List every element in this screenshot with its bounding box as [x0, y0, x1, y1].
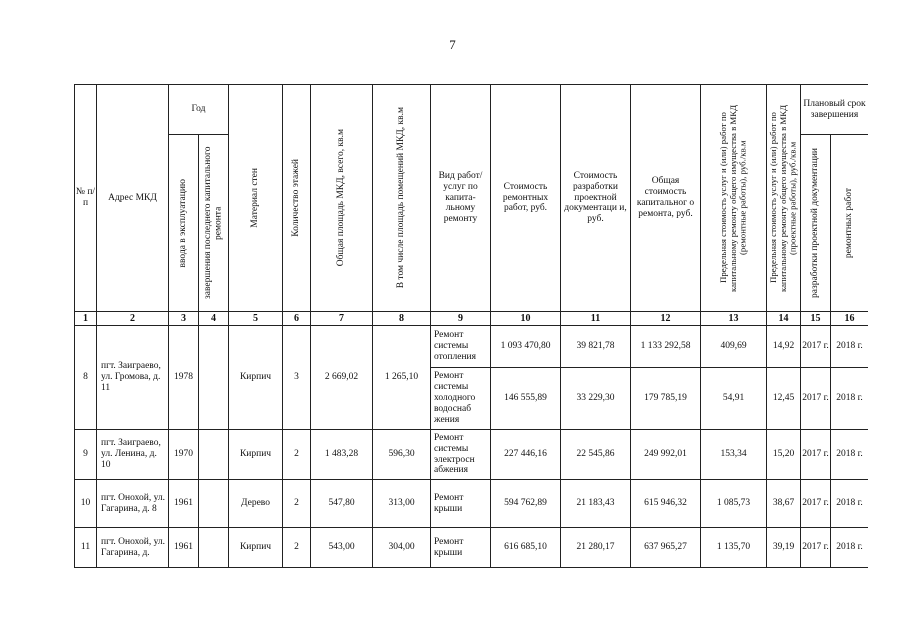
column-number: 11 — [561, 312, 631, 326]
column-number: 9 — [431, 312, 491, 326]
row-premises-area: 596,30 — [373, 430, 431, 480]
row-wall-material: Кирпич — [229, 528, 283, 568]
header-repair-cost: Стоимость ремонтных работ, руб. — [491, 85, 561, 312]
row-premises-area: 313,00 — [373, 480, 431, 528]
header-deadline-design: разработки проектной документации — [801, 135, 831, 312]
row-design-cost: 21 183,43 — [561, 480, 631, 528]
header-year-group: Год — [169, 85, 229, 135]
column-number: 4 — [199, 312, 229, 326]
header-floors: Количество этажей — [283, 85, 311, 312]
table-row — [75, 528, 869, 568]
table-row — [75, 430, 869, 480]
row-deadline-design: 2017 г. — [801, 430, 831, 480]
column-number: 12 — [631, 312, 701, 326]
row-no: 11 — [75, 528, 97, 568]
header-limit-repair: Предельная стоимость услуг и (или) работ по капитальному ремонту общего имущества в МКД (ремонтные работы), руб./кв.м — [701, 85, 767, 312]
header-work-type: Вид работ/ услуг по капита-льному ремонту — [431, 85, 491, 312]
row-total-cost: 249 992,01 — [631, 430, 701, 480]
row-wall-material: Дерево — [229, 480, 283, 528]
row-deadline-repair: 2018 г. — [831, 326, 869, 368]
row-deadline-repair: 2018 г. — [831, 368, 869, 430]
row-design-cost: 33 229,30 — [561, 368, 631, 430]
header-year-last-repair: завершения последнего капитального ремонта — [199, 135, 229, 312]
column-number: 10 — [491, 312, 561, 326]
column-number: 16 — [831, 312, 869, 326]
row-premises-area: 304,00 — [373, 528, 431, 568]
header-premises-area: В том числе площадь помещений МКД, кв.м — [373, 85, 431, 312]
row-limit-design: 39,19 — [767, 528, 801, 568]
column-number: 3 — [169, 312, 199, 326]
row-design-cost: 39 821,78 — [561, 326, 631, 368]
row-floors: 2 — [283, 480, 311, 528]
row-deadline-repair: 2018 г. — [831, 480, 869, 528]
column-number: 13 — [701, 312, 767, 326]
row-deadline-design: 2017 г. — [801, 528, 831, 568]
row-limit-design: 14,92 — [767, 326, 801, 368]
row-year-last-repair — [199, 326, 229, 430]
row-limit-repair: 409,69 — [701, 326, 767, 368]
row-address: пгт. Онохой, ул. Гагарина, д. — [97, 528, 169, 568]
row-floors: 3 — [283, 326, 311, 430]
row-year-commission: 1961 — [169, 528, 199, 568]
row-work-type: Ремонт системы отопления — [431, 326, 491, 368]
row-total-area: 547,80 — [311, 480, 373, 528]
header-deadline-repair: ремонтных работ — [831, 135, 869, 312]
row-deadline-design: 2017 г. — [801, 480, 831, 528]
row-repair-cost: 594 762,89 — [491, 480, 561, 528]
header-year-commission: ввода в эксплуатацию — [169, 135, 199, 312]
row-deadline-design: 2017 г. — [801, 368, 831, 430]
row-deadline-design: 2017 г. — [801, 326, 831, 368]
header-no: № п/ п — [75, 85, 97, 312]
table-row — [75, 326, 869, 368]
row-floors: 2 — [283, 430, 311, 480]
column-number: 8 — [373, 312, 431, 326]
row-address: пгт. Онохой, ул. Гагарина, д. 8 — [97, 480, 169, 528]
row-limit-design: 15,20 — [767, 430, 801, 480]
row-work-type: Ремонт крыши — [431, 528, 491, 568]
row-design-cost: 22 545,86 — [561, 430, 631, 480]
header-deadline-group: Плановый срок завершения — [801, 85, 869, 135]
row-no: 8 — [75, 326, 97, 430]
row-repair-cost: 146 555,89 — [491, 368, 561, 430]
row-repair-cost: 227 446,16 — [491, 430, 561, 480]
row-total-area: 2 669,02 — [311, 326, 373, 430]
column-number: 7 — [311, 312, 373, 326]
table-row — [75, 480, 869, 528]
repair-plan-table-container — [74, 84, 868, 568]
repair-plan-table — [74, 84, 868, 568]
row-address: пгт. Заиграево, ул. Громова, д. 11 — [97, 326, 169, 430]
column-number-row — [75, 312, 869, 326]
row-total-area: 543,00 — [311, 528, 373, 568]
row-total-area: 1 483,28 — [311, 430, 373, 480]
row-year-commission: 1978 — [169, 326, 199, 430]
row-wall-material: Кирпич — [229, 430, 283, 480]
header-total-area: Общая площадь МКД, всего, кв.м — [311, 85, 373, 312]
row-limit-design: 12,45 — [767, 368, 801, 430]
header-design-cost: Стоимость разработки проектной документаци и, руб. — [561, 85, 631, 312]
row-deadline-repair: 2018 г. — [831, 430, 869, 480]
row-limit-repair: 153,34 — [701, 430, 767, 480]
row-total-cost: 637 965,27 — [631, 528, 701, 568]
row-year-last-repair — [199, 528, 229, 568]
row-limit-repair: 1 135,70 — [701, 528, 767, 568]
row-no: 10 — [75, 480, 97, 528]
row-year-last-repair — [199, 480, 229, 528]
row-floors: 2 — [283, 528, 311, 568]
row-limit-design: 38,67 — [767, 480, 801, 528]
row-repair-cost: 616 685,10 — [491, 528, 561, 568]
row-wall-material: Кирпич — [229, 326, 283, 430]
header-address: Адрес МКД — [97, 85, 169, 312]
row-year-commission: 1970 — [169, 430, 199, 480]
row-premises-area: 1 265,10 — [373, 326, 431, 430]
column-number: 2 — [97, 312, 169, 326]
row-limit-repair: 1 085,73 — [701, 480, 767, 528]
row-address: пгт. Заиграево, ул. Ленина, д. 10 — [97, 430, 169, 480]
column-number: 15 — [801, 312, 831, 326]
column-number: 6 — [283, 312, 311, 326]
header-limit-design: Предельная стоимость услуг и (или) работ по капитальному ремонту общего имущества в МКД (проектные работы), руб./кв.м — [767, 85, 801, 312]
row-repair-cost: 1 093 470,80 — [491, 326, 561, 368]
row-design-cost: 21 280,17 — [561, 528, 631, 568]
row-total-cost: 615 946,32 — [631, 480, 701, 528]
column-number: 1 — [75, 312, 97, 326]
row-work-type: Ремонт крыши — [431, 480, 491, 528]
row-year-last-repair — [199, 430, 229, 480]
row-year-commission: 1961 — [169, 480, 199, 528]
row-work-type: Ремонт системы холодного водоснаб жения — [431, 368, 491, 430]
row-total-cost: 1 133 292,58 — [631, 326, 701, 368]
column-number: 14 — [767, 312, 801, 326]
row-limit-repair: 54,91 — [701, 368, 767, 430]
header-wall-material: Материал стен — [229, 85, 283, 312]
row-deadline-repair: 2018 г. — [831, 528, 869, 568]
row-no: 9 — [75, 430, 97, 480]
row-total-cost: 179 785,19 — [631, 368, 701, 430]
column-number: 5 — [229, 312, 283, 326]
page-number: 7 — [449, 37, 456, 52]
row-work-type: Ремонт системы электросн абжения — [431, 430, 491, 480]
header-total-cost: Общая стоимость капитальног о ремонта, руб. — [631, 85, 701, 312]
